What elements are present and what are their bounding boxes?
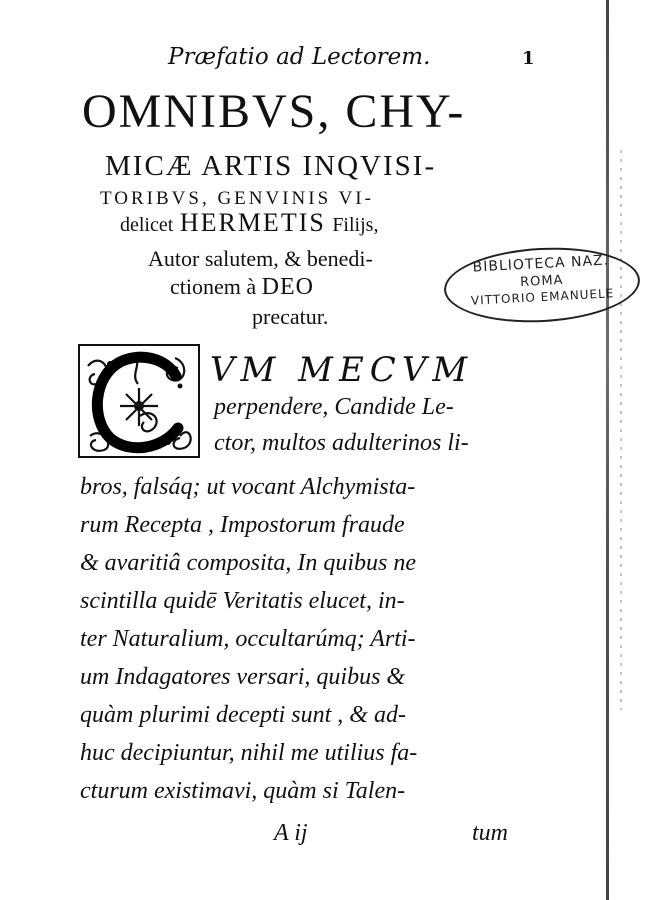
decorated-initial [78,344,200,458]
title-line-6-deo: DEO [261,274,314,300]
stamp-line-1: BIBLIOTECA NAZ. [472,252,610,276]
body-line: ctor, multos adulterinos li- [214,430,469,456]
title-line-1: OMNIBVS, CHY- [82,85,466,138]
body-line: bros, falsáq; ut vocant Alchymista- [80,474,416,500]
body-line: & avaritiâ composita, In quibus ne [80,550,416,576]
library-stamp [442,243,642,327]
body-line: quàm plurimi decepti sunt , & ad- [80,702,406,728]
title-line-5: Autor salutem, & benedi- [148,246,373,271]
page-edge [606,0,609,900]
body-line: perpendere, Candide Le- [214,394,454,420]
title-line-4-delicet: delicet [120,214,174,236]
body-line: ter Naturalium, occultarúmq; Arti- [80,626,416,652]
title-line-4 [120,208,378,238]
body-line: um Indagatores versari, quibus & [80,664,406,690]
title-line-4-filijs: Filijs, [332,214,379,236]
signature-mark-footer: A ij [274,820,308,846]
first-line-caps: VM MECVM [210,350,474,390]
title-line-6-text: ctionem à [170,274,257,299]
stamp-line-3: VITTORIO EMANUELE [470,286,615,308]
signature-mark: 1 [522,48,535,69]
catchword: tum [472,820,508,846]
body-line: rum Recepta , Impostorum fraude [80,512,405,538]
title-line-3: TORIBVS, GENVINIS VI- [100,188,374,209]
title-line-2: MICÆ ARTIS INQVISI- [105,150,437,182]
margin-shadow [620,150,622,710]
body-line: cturum existimavi, quàm si Talen- [80,778,406,804]
body-line: scintilla quidē Veritatis elucet, in- [80,588,405,614]
title-line-7: precatur. [252,304,329,329]
body-line: huc decipiuntur, nihil me utilius fa- [80,740,418,766]
decorated-initial-art [80,346,198,456]
title-line-4-hermetis: HERMETIS [179,208,326,237]
running-head: Præfatio ad Lectorem. [168,44,431,70]
stamp-line-2: ROMA [519,272,564,291]
title-line-6 [170,274,314,301]
